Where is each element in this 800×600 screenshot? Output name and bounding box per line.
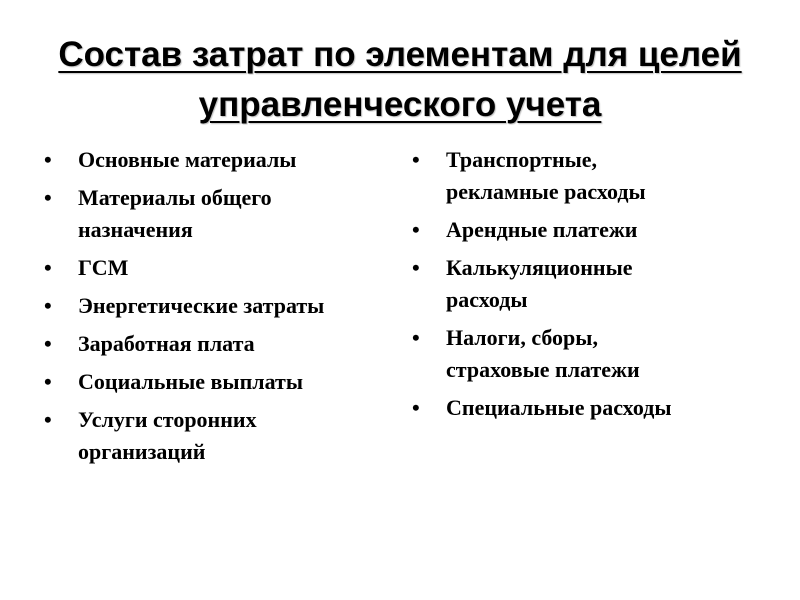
bullet-item-line-1: ГСМ [78,255,129,280]
bullet-dot-icon: • [44,369,52,394]
bullet-item-line-2: назначения [78,217,193,242]
bullet-item-text [78,144,389,176]
bullet-dot-icon: • [44,255,52,280]
bullet-item-line-1: Калькуляционные [446,255,633,280]
bullet-dot-icon: • [412,217,420,242]
bullet-item [44,404,389,468]
bullet-item-line-2: расходы [446,287,528,312]
bullet-dot-icon: • [44,293,52,318]
bullet-item-text [78,404,389,468]
bullet-item-text [446,252,762,316]
bullet-item [44,328,389,360]
bullet-dot-icon: • [44,331,52,356]
bullet-item-line-1: Услуги сторонних [78,407,257,432]
bullet-item-text [78,182,389,246]
bullet-item-text [446,214,762,246]
bullet-item [44,252,389,284]
bullet-item [412,392,762,424]
bullet-item-text [78,366,389,398]
bullet-item-text [446,322,762,386]
bullet-item-line-1: Заработная плата [78,331,255,356]
bullet-dot-icon: • [412,255,420,280]
bullet-item [44,366,389,398]
title-line-2: управленческого учета [198,85,602,124]
bullet-dot-icon: • [412,395,420,420]
bullet-item [412,322,762,386]
bullet-item-line-1: Арендные платежи [446,217,638,242]
bullet-dot-icon: • [412,325,420,350]
bullet-item [412,214,762,246]
bullet-item-text [446,392,762,424]
bullet-item [44,290,389,322]
bullet-item [44,144,389,176]
bullet-item [44,182,389,246]
bullet-item-text [78,290,389,322]
bullet-dot-icon: • [412,147,420,172]
bullet-item [412,252,762,316]
bullet-item-line-1: Энергетические затраты [78,293,325,318]
bullet-item [412,144,762,208]
bullet-item-line-1: Налоги, сборы, [446,325,598,350]
bullet-item-line-2: организаций [78,439,206,464]
bullet-dot-icon: • [44,407,52,432]
bullet-item-line-1: Специальные расходы [446,395,672,420]
bullet-item-line-1: Транспортные, [446,147,598,172]
slide-title [30,30,770,130]
bullet-item-text [78,328,389,360]
bullet-item-line-2: рекламные расходы [446,179,646,204]
title-line-1: Состав затрат по элементам для целей [58,35,742,74]
bullet-item-line-2: страховые платежи [446,357,640,382]
bullet-dot-icon: • [44,147,52,172]
left-bullet-list [44,144,389,474]
bullet-item-line-1: Социальные выплаты [78,369,304,394]
bullet-item-line-1: Основные материалы [78,147,297,172]
bullet-dot-icon: • [44,185,52,210]
right-bullet-list [412,144,762,430]
bullet-item-text [446,144,762,208]
bullet-item-text [78,252,389,284]
bullet-item-line-1: Материалы общего [78,185,272,210]
